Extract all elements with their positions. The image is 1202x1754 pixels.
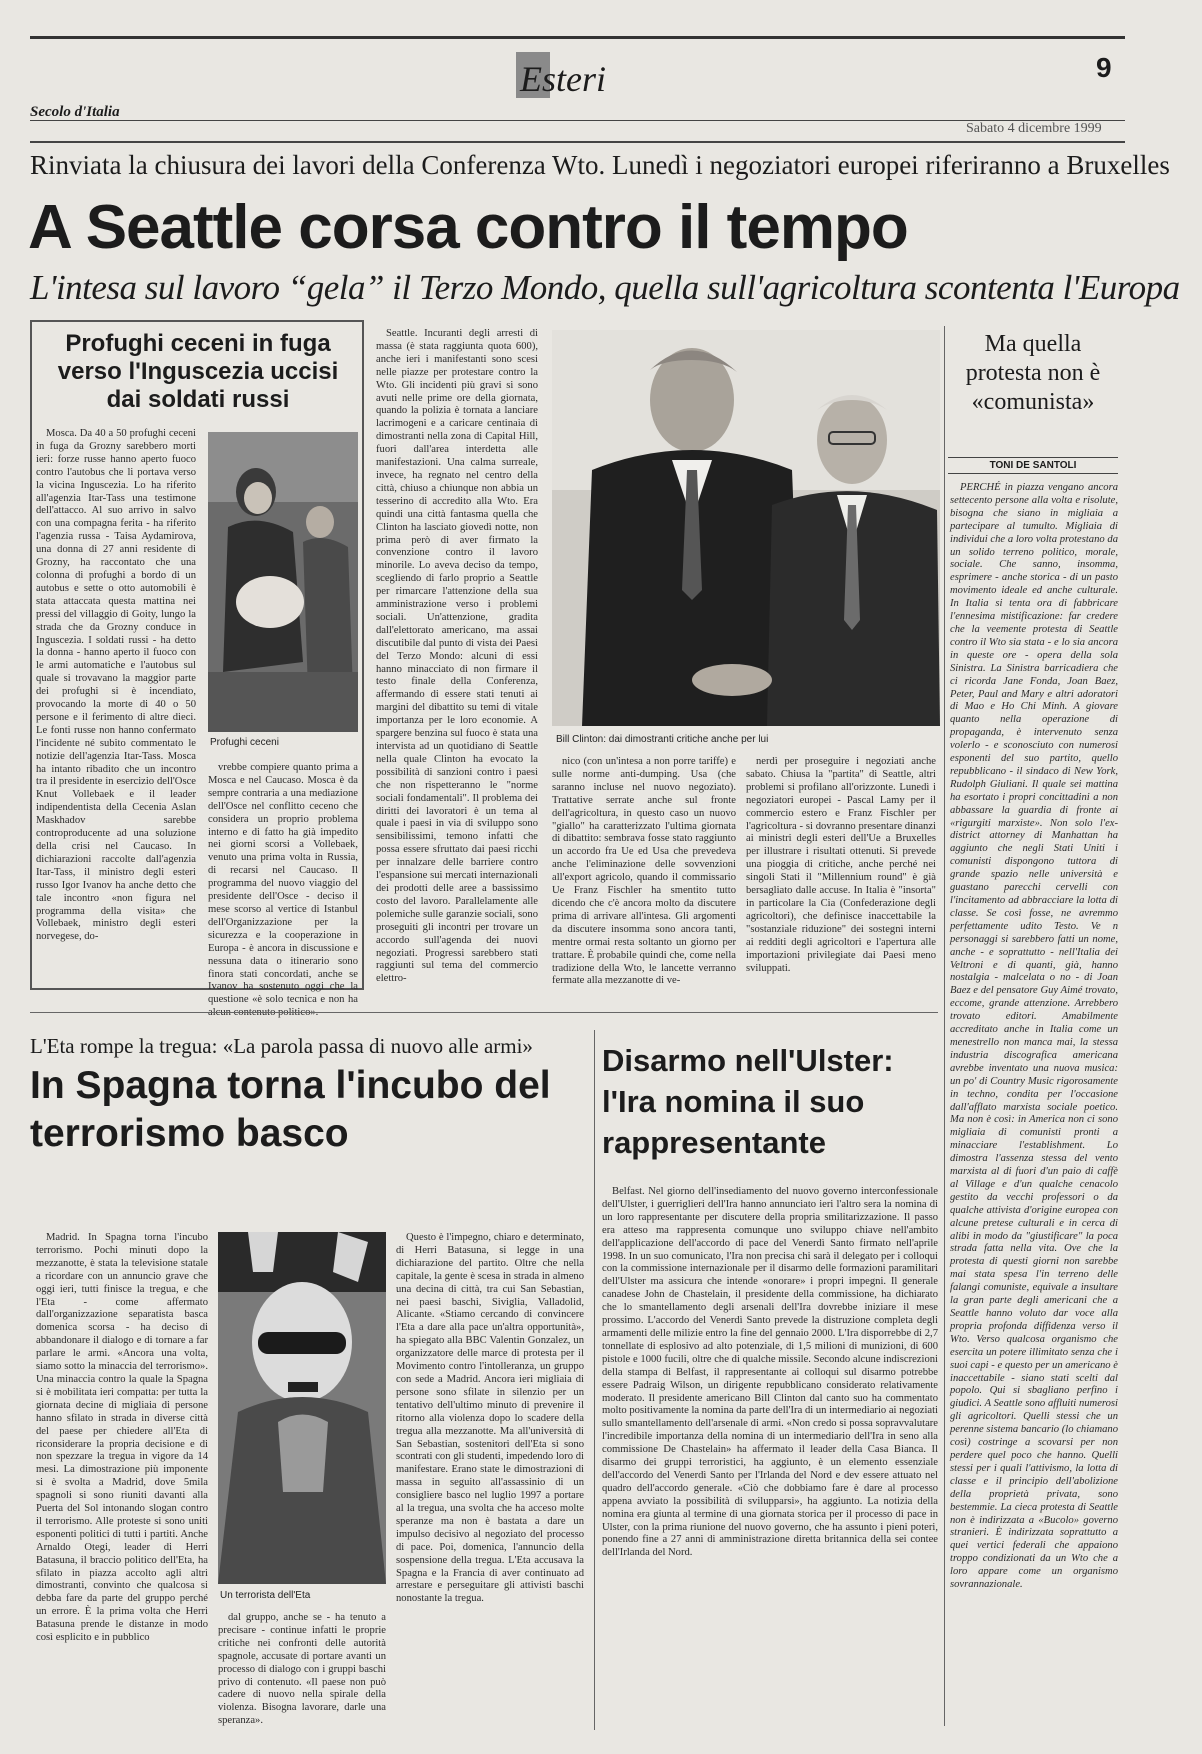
- profughi-text-col2: [208, 762, 358, 1006]
- top-rule: [30, 36, 1125, 39]
- profughi-col2-text: vrebbe compiere quanto prima a Mosca e nel Caucaso. Mosca è da sempre contraria a una mediazione dell'Osce nel conflitto ceceno che considera un proprio problema interno e di fatto ha già impedito nei giorni scorsi a Vollebaek, venuto una prima volta in Russia, di recarsi nel Caucaso. Il programma del nuovo viaggio del presidente dell'Osce - deciso il mese scorso al vertice di Istanbul dell'Organizzazione per la sicurezza e la cooperazione in Europa - è ancora in discussione e nessuna data o itinerario sono finora stati concordati, anche se Ivanov ha sostenuto oggi che la questione «è solo tecnica e non ha: [208, 762, 358, 1006]
- ulster-text-body: Belfast. Nel giorno dell'insediamento del nuovo governo interconfessionale dell'Ulster, i guerriglieri dell'Ira hanno annunciato ieri l'altro sera la nomina di un loro rappresentante per discutere della propria smilitarizzazione. Il passo era atteso ma rappresenta comunque uno sviluppo chiave nell'ambito dell'applicazione dell'accordo di pace del Venerdì Santo firmato nell'aprile 1998. In un suo comunicato, l'Ira non precisa chi sarà il delegato per i colloqui con la commissione internazionale per il disarmo delle formazioni paramilitari dell'Ulster ma assicura che intende «onorare» i propri impegni. Il generale canadese John de Chastelain, il presidente della commissione, ha dichiarato che lo smantellamento degli arsenali dell'Ira dovrebbe iniziare il mese prossimo. L'accordo del Venerdì Santo prevede la distruzione completa degli armamenti delle milizie entro la fine del gennaio 2000. L'Ira disporrebbe di 2,7 tonnellate di esplosivo ad alto potenziale, di 1,5 milioni di munizioni, di 600 pistole e 1000 fucili, oltre che di qualche missile. Secondo alcune indiscrezioni della stampa di Belfast, il rappresentante ai colloqui sul disarmo potrebbe essere Padraig Wilson, un dirigente repubblicano considerato relativamente moderato. Il presidente americano Bill Clinton dal canto suo ha commentato molto positivamente la nomina da parte dell'Ira di un intermediario ai negoziati sullo smantellamento dell'arsenale di armi. «Non credo si possa sopravvalutare l'incredibile importanza della nomina di un intermediario dell'Ira in seno alla commissione De Chastelain» ha affermato il leader della Casa Bianca. Il disarmo dei gruppi terroristici, ha aggiunto, è un elemento essenziale dell'accordo del Venerdì Santo per l'Irlanda del Nord e dev essere attuato nel quadro dell'accordo generale. «Ciò che dobbiamo fare è dare al processo appena avviato la possibilità di svilupparsi», ha aggiunto. La notizia della nomina era giunta al termine di una giornata storica per il processo di pace in Ulster, con la prima riunione del nuovo governo, che ha assunto i pieni poteri, ponendo fine a 27 anni di amministrazione diretta britannica della sei contee dell'Irlanda del Nord.: [602, 1186, 938, 1559]
- main-subhead: L'intesa sul lavoro “gela” il Terzo Mondo, quella sull'agricoltura scontenta l'Europa: [30, 268, 1180, 307]
- section-label: Esteri: [520, 59, 606, 99]
- spagna-text-col1: [36, 1232, 208, 1732]
- sidebar-text: [950, 482, 1118, 1737]
- main-col1-text: Seattle. Incuranti degli arresti di massa (è stata raggiunta quota 600), anche ieri i manifestanti sono scesi nelle piazze per protestare contro la Wto. Gli incidenti più gravi si sono avuti nelle prime ore della giornata, quando la polizia è tornata a lanciare lacrimogeni e a caricare centinaia di dimostranti nella zona di Capital Hill, fuori dall'area interdetta alle manifestazioni. Una calma surreale, invece, ha regnato nel centro della città, chiuso a chiunque non abbia un tesserino di accredito alla Wto. Era quindi una città fantasma quella che Clinton ha lasciato giovedì notte, non prima però di aver firmato la convenzione contro il lavoro minorile. Lo aveva deciso da tempo, scegliendo di farlo proprio a Seattle per rimarcare l'attenzione della sua amministrazione verso i problemi sociali. Un'attenzione, gradita dall'elettorato americano, ma assai discutibile dal punto di vista dei Paesi del Terzo Mondo: alcuni di essi hanno minacciato di non firmare il testo finale della Conferenza, affermando di essere stati tenuti ai margini del dibattito su temi di vitale importanza per le loro economie. A spargere benzina sul fuoco è stata una intervista ad un quotidiano di Seattle nella quale Clinton ha evocato la possibilità di sanzioni contro i paesi che non rispetteranno le "norme sociali fondamentali". Il problema dei diritti dei lavoratori è un tema al quale i paesi in via di sviluppo sono sensibilissimi, temono infatti che possa essere sfruttato dai paesi ricchi per innalzare delle barriere contro l'espansione sui mercati internazionali dei prodotti delle aree a bassissimo costo del lavoro. Parallelamente alle polemiche sulle garanzie sociali, sono proseguiti gli incontri per trovare un accordo sull'agenda dei nuovi negoziati. Progressi sarebbero stati raggiunti sul tema del commercio elettro-: [376, 328, 538, 985]
- sidebar-author: TONI DE SANTOLI: [948, 457, 1118, 474]
- profughi-photo: [208, 432, 358, 732]
- profughi-text-col1: [36, 428, 196, 976]
- profughi-headline: Profughi ceceni in fuga verso l'Inguscezia uccisi dai soldati russi: [57, 330, 339, 413]
- profughi-col1-text: Mosca. Da 40 a 50 profughi ceceni in fuga da Grozny sarebbero morti ieri: forze russe hanno aperto fuoco contro l'autobus che li portava verso la vicina Inguscezia. Lo ha riferito all'agenzia Itar-Tass una testimone dell'attacco. Al suo arrivo in salvo con una compagna ferita - ha riferito l'agenzia russa - Taisa Aydamirova, una donna di 27 anni residente di Grozny, ha raccontato che una colonna di profughi a bordo di un autobus e sette o otto automobili è stata attaccata questa mattina nei pressi del villaggio di Goity, lungo la strada che da Grozny conduce in Inguscezia. I soldati russi - ha detto la donna - hanno aperto il fuoco con le armi automatiche e l'autobus sul quale si trovavano la maggior parte dei profughi si è incendiato, provocando la morte di 40 o 50 persone e il ferimento di altre dieci. Le fonti russe non hanno confermato l'incidente né subito commentato le notizie dell'agenzia Itar-Tass. Mosca ha intanto ribadito che un incontro tra il presidente in esercizio dell'Osce Knut Vollebaek e il leader indipendentista della Cecenia Aslan Maskhadov sarebbe controproducente ad una soluzione della crisi nel Caucaso. In dichiarazioni raccolte dall'agenzia Itar-Tass, il ministro degli esteri russo Igor Ivanov ha anche detto che tale incontro «non figura nel programma della visita» che Vollebaek, ministro degli esteri norvegese, do-: [36, 428, 196, 943]
- header-rule-bottom: [30, 141, 1125, 143]
- sidebar-headline: Ma quella protesta non è «comunista»: [965, 331, 1101, 415]
- issue-date: Sabato 4 dicembre 1999: [966, 121, 1102, 136]
- main-kicker: Rinviata la chiusura dei lavori della Conferenza Wto. Lunedì i negoziatori europei riferiranno a Bruxelles: [30, 150, 1170, 180]
- main-col3-text: nerdì per proseguire i negoziati anche sabato. Chiusa la "partita" di Seattle, altri problemi si profilano all'orizzonte. Lunedì i negoziatori europei - Pascal Lamy per il commercio estero e Franz Fischler per l'agricoltura - si dovranno presentare dinanzi ai ministri degli esteri dell'Ue a Bruxelles per illustrare i risultati ottenuti. Si prevede una pioggia di critiche, anche perché nei singoli Stati il "Millennium round" è già bersagliato dalle accuse. In Italia è "insorta" in particolare la Cia (Confederazione degli agricoltori), che definisce inaccettabile la "sostanziale riduzione" dei sostegni interni ai redditi degli agricoltori e l'apertura alle importazioni privilegiate dai Paesi meno sviluppati.: [746, 756, 936, 974]
- main-headline: A Seattle corsa contro il tempo: [28, 193, 908, 262]
- spagna-col1-text: Madrid. In Spagna torna l'incubo terrorismo. Pochi minuti dopo la mezzanotte, è stata la televisione statale a ricordare con un annuncio grave che oggi ieri, tutti finisce la tregua, e che l'Eta - come affermato dall'organizzazione separatista basca domenica scorsa - ha deciso di abbandonare il dialogo e di tornare a far parlare le armi. «Ancora una volta, siamo sotto la minaccia del terrorismo». Una minaccia contro la quale la Spagna si è mobilitata ieri compatta: per tutta la giornata decine di migliaia di persone hanno sfilato in strada in diverse città del paese per chiedere all'Eta di riconsiderare la propria decisione e di non spezzare la tregua in vigore da 14 mesi. La dimostrazione più imponente si è svolta a Madrid, dove 5mila spagnoli si sono riuniti davanti alla Puerta del Sol intonando slogan contro il terrorismo. Alle proteste si sono uniti esponenti politici di tutti i partiti. Anche Arnaldo Otegi, leader di Herri Batasuna, il braccio politico dell'Eta, ha sfilato in piazza accolto agli altri dimostranti, convinto che qualcosa si debba fare da parte del gruppo perché un errore. È la prima volta che Herri Batasuna prende le distanze in modo così esplicito e in pubblico: [36, 1232, 208, 1644]
- spagna-kicker: L'Eta rompe la tregua: «La parola passa di nuovo alle armi»: [30, 1034, 533, 1058]
- spagna-headline: In Spagna torna l'incubo del terrorismo basco: [30, 1064, 551, 1155]
- ulster-headline: Disarmo nell'Ulster: l'Ira nomina il suo rappresentante: [602, 1043, 894, 1160]
- spagna-col3-text: Questo è l'impegno, chiaro e determinato, di Herri Batasuna, si legge in una dichiarazione del partito. Oltre che nella capitale, la gente è scesa in strada in almeno una decina di città, tra cui San Sebastian, nei paesi baschi, Siviglia, Valladolid, Alicante. «Stiamo cercando di convincere l'Eta a dare alla pace un'altra opportunità», ha spiegato alla BBC Valentin Gonzalez, un organizzatore delle marce di protesta per il Movimento contro l'intolleranza, un gruppo con sede a Madrid. Ancora ieri migliaia di persone sono sfilate in silenzio per un tentativo dell'ultimo minuto di prevenire il ritorno alla violenza dopo lo scadere della tregua alla mezzanotte. Ma all'università di San Sebastian, sostenitori dell'Eta si sono scontrati con gli studenti, impedendo loro di manifestare. Erano state le dimostrazioni di massa in seguito all'assassinio di un consigliere basco nel luglio 1997 a portare al la tregua, una svolta che ha acceso molte speranze ma non è bastata a dare un impulso decisivo al negoziato del processo di pace. Poi, domenica, l'annuncio della sospensione della tregua. L'Eta accusava la Spagna e la Francia di aver continuato ad arrestare e perseguitare gli attivisti baschi nonostante la tregua.: [396, 1232, 584, 1605]
- clinton-photo-caption: Bill Clinton: dai dimostranti critiche anche per lui: [556, 734, 769, 745]
- main-text-col2: [552, 756, 736, 988]
- masthead: Secolo d'Italia: [30, 104, 120, 120]
- ulster-divider: [594, 1030, 595, 1730]
- page-number: 9: [1096, 52, 1112, 83]
- refugee-photo-illustration: [208, 432, 358, 732]
- ulster-text: [602, 1186, 938, 1734]
- section-divider: [30, 1012, 938, 1013]
- header-rule: [30, 120, 1125, 121]
- clinton-photo-illustration: [552, 330, 940, 726]
- main-col2-text: nico (con un'intesa a non porre tariffe) e sulle norme anti-dumping. Usa (che saranno incluse nel nuovo negoziato). Trattative serrate anche sul fronte dell'agricoltura, in questo caso un nuovo "giallo" ha caratterizzato l'ultima giornata di dibattito: sembrava fosse stato raggiunto un accordo fra Ue ed Usa che prevedeva anche l'eliminazione delle sovvenzioni all'export agricolo, quando il commissario Ue Franz Fischler ha smentito tutto dicendo che c'è ancora molto da discutere prima di arrivare all'intesa. Gli argomenti da discutere insomma sono ancora tanti, mentre ormai resta soltanto un giorno per trattare. È probabile quindi che, come nella tradizione della Wto, le lancette verranno fermate alla mezzanotte di ve-: [552, 756, 736, 987]
- main-text-col3: [746, 756, 936, 988]
- sidebar-text-body: PERCHÉ in piazza vengano ancora settecento persone alla volta e risolute, bisogna che siano in migliaia a partecipare al tumulto. Migliaia di individui che a loro volta protestano da un solido terreno politico, morale, sociale. Che sanno, insomma, esprimere - anche storica - di un pasto movimento ideale ed anche culturale. In Italia si tenta ora di fabbricare l'ennesima mistificazione: far credere che la veemente protesta di Seattle contro il Wto sia stata - e lo sia ancora in queste ore - opera della sola Sinistra. La Sinistra barricadiera che ci ricorda Jane Fonda, Joan Baez, Peter, Paul and Mary e altri adoratori di Mao e Ho Chi Minh. A giovare quanto nella operazione di propaganda, è intervenuto senza volerlo - e sconosciuto con numerosi esponenti del suo partito, quello repubblicano - il sindaco di New York, Rudolph Giuliani. Il quale sei mattina ha esortato i propri concittadini a non abbassare la guardia di fronte ai «rigurgiti marxiste». Non solo l'ex-district attorney di Manhattan ha aggiunto che negli Stati Uniti i comunisti dispongono tuttora di grande spazio nelle università e guastano parecchi cervelli con l'incitamento ad abbracciare la lotta di classe. Se così fosse, ne avremmo perfettamente udito Testo. Ve n personaggi si sarebbero fatti un nome, anche - e soprattutto - nell'Italia dei Veltroni e di quanti, già, hanno nostalgia - malcelata o no - di Joan Baez e del pensatore Guy Aimé trovato, eccome, grande attenzione. Arrebbero trovato editori. Amabilmente accreditato anche in Italia come un menestrello non manca mai, la stessa industria discografica americana avrebbe inventato una nuova musica: un po' di Country Music rigorosamente in techno, condita per l'occasione dall'afflato marxista sociale poetico. Ma non è così: in America non ci sono migliaia di comunisti pronti a minacciare l'establishment. Lo dimostra l'assenza stessa del vento marxista al di fuori d'un paio di caffè al Village e d'un qualche cenacolo gestito da vecchi professori o da qualche attivista d'origine europea con alcune pretese culturali e in cerca di alibi in modo da "giustificare" la poca strada fatta nella vita. Ove che la protesta di questi giorni non sarebbe mai stata spesa l'in terreno delle falangi comuniste, equivale a insultare la gran parte degli americani che a Seattle hanno voluto dar voce alla propria profonda diffidenza verso il Wto. Verso qualcosa organismo che esercita un potere illimitato senza che i suoi capi - e questo per un americano è inaccettabile - siano stati scelti dal popolo. Qui si sbagliano perfino i giudici. A Seattle sono affluiti numerosi gli agricoltori. Quelli stessi che un perenne sistema bancario (lo chiamano così) costringe a scovarsi per non perdere quel poco che hanno. Quelli stessi per i quali l'attivismo, la lotta di classe e il principio dell'abolizione della proprietà privata, sono bestemmie. La cieca protesta di Seattle non è indirizzata a «Bucolo» governo stranieri. È indirizzata soprattutto a quei vertici federali che appaiono troppo condizionati da un Wto che a loro appare come un organismo sovrannazionale.: [950, 482, 1118, 1591]
- main-text-col1: [376, 328, 538, 988]
- eta-photo-illustration: [218, 1232, 386, 1584]
- eta-photo: [218, 1232, 386, 1584]
- spagna-text-col2: [218, 1612, 386, 1732]
- spagna-text-col3: [396, 1232, 584, 1732]
- clinton-photo: [552, 330, 940, 726]
- profughi-photo-caption: Profughi ceceni: [210, 737, 279, 748]
- sidebar-divider: [944, 326, 945, 1726]
- spagna-col2-text: dal gruppo, anche se - ha tenuto a precisare - continue infatti le proprie critiche nei confronti delle autorità spagnole, accusate di portare avanti un processo di dialogo con i gruppi baschi privo di contenuto. «Il paese non può cadere di nuovo nella spirale della violenza. Bisogna lavorare, darle una speranza».: [218, 1612, 386, 1727]
- eta-photo-caption: Un terrorista dell'Eta: [220, 1590, 311, 1601]
